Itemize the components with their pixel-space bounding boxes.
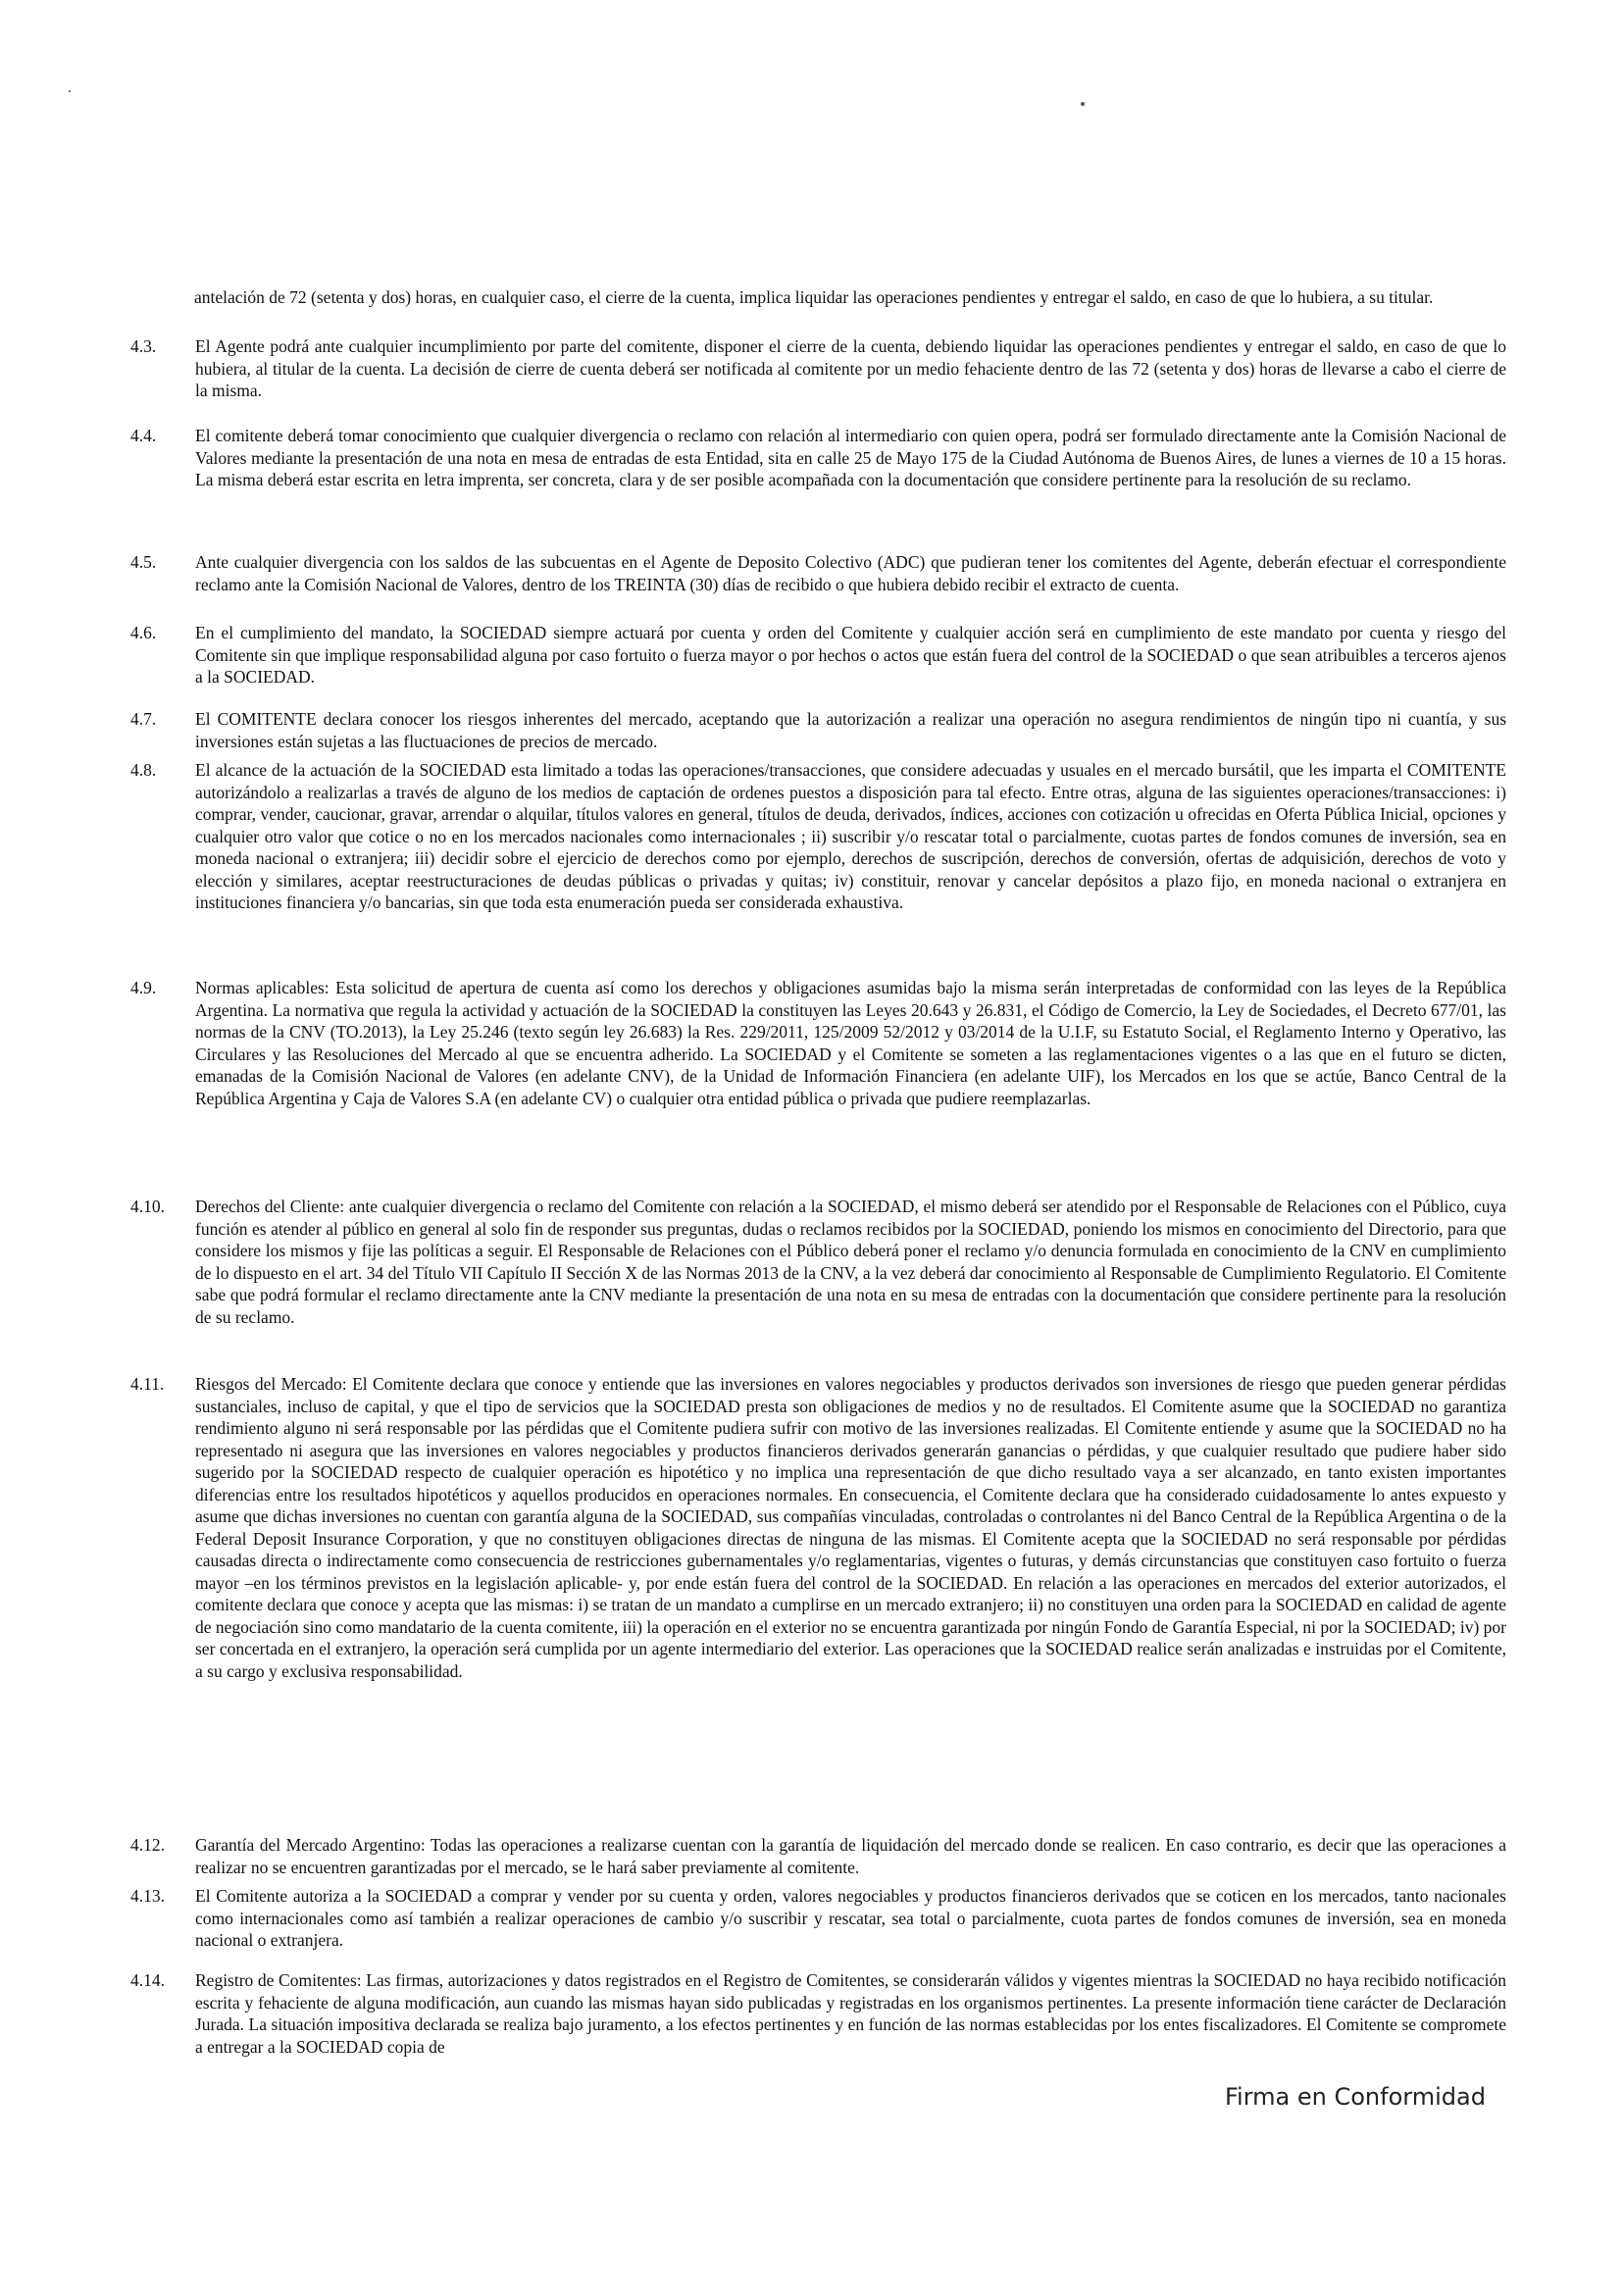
- clause-4-11: [130, 1373, 1506, 1682]
- clause-4-6: [130, 622, 1506, 688]
- clause-number: 4.12.: [130, 1835, 165, 1855]
- clause-text: Normas aplicables: Esta solicitud de apertura de cuenta así como los derechos y obligaciones asumidas bajo la misma serán interpretadas de conformidad con las leyes de la República Argentina. La normativa que regula la actividad y actuación de la SOCIEDAD la constituyen las Leyes 20.643 y 26.831, el Código de Comercio, la Ley de Sociedades, el Decreto 677/01, las normas de la CNV (TO.2013), la Ley 25.246 (texto según ley 26.683) la Res. 229/2011, 125/2009 52/2012 y 03/2014 de la U.I.F, su Estatuto Social, el Reglamento Interno y Operativo, las Circulares y las Resoluciones del Mercado al que se encuentra adherido. La SOCIEDAD y el Comitente se someten a las reglamentaciones vigentes o a las que en el futuro se dicten, emanadas de la Comisión Nacional de Valores (en adelante CNV), de la Unidad de Información Financiera (en adelante UIF), los Mercados en los que se actúe, Banco Central de la República Argentina y Caja de Valores S.A (en adelante CV) o cualquier otra entidad pública o privada que pudiere reemplazarlas.: [195, 978, 1506, 1108]
- clause-number: 4.13.: [130, 1886, 165, 1906]
- clause-number: 4.14.: [130, 1970, 165, 1990]
- clause-number: 4.7.: [130, 709, 157, 729]
- clause-text: Riesgos del Mercado: El Comitente declara que conoce y entiende que las inversiones en valores negociables y productos derivados son inversiones de riesgo que pueden generar pérdidas sustanciales, incluso de capital, y que el tipo de servicios que la SOCIEDAD presta son obligaciones de medios y no de resultados. El Comitente asume que la SOCIEDAD no garantiza rendimiento alguno ni será responsable por las pérdidas que el Comitente pudiera sufrir con motivo de las inversiones realizadas. El Comitente entiende y asume que la SOCIEDAD no ha representado ni asegura que las inversiones en valores negociables y productos financieros derivados generarán ganancias o pérdidas, y que cualquier resultado que pudiere haber sido sugerido por la SOCIEDAD respecto de cualquier operación es hipotético y no implica una representación de que dicho resultado vaya a ser alcanzado, en tanto existen importantes diferencias entre los resultados hipotéticos y aquellos producidos en operaciones normales. En consecuencia, el Comitente declara que ha considerado cuidadosamente lo antes expuesto y asume que dichas inversiones no cuentan con garantía alguna de la SOCIEDAD, sus compañías vinculadas, controladas o controlantes ni del Banco Central de la República Argentina o de la Federal Deposit Insurance Corporation, y que no constituyen obligaciones directas de ninguna de las mismas. El Comitente acepta que la SOCIEDAD no será responsable por pérdidas causadas directa o indirectamente como consecuencia de restricciones gubernamentales y/o reglamentarias, vigentes o futuras, y demás circunstancias que constituyen caso fortuito o fuerza mayor –en los términos previstos en la legislación aplicable- y, por ende están fuera del control de la SOCIEDAD. En relación a las operaciones en mercados del exterior autorizados, el comitente declara que conoce y acepta que las mismas: i) se tratan de un mandato a cumplirse en un mercado extranjero; ii) no constituyen una orden para la SOCIEDAD en calidad de agente de negociación sino como mandatario de la cuenta comitente, iii) la operación en el exterior no se encuentra garantizada por ningún Fondo de Garantía Especial, ni por la SOCIEDAD; iv) por ser concertada en el extranjero, la operación será cumplida por un agente intermediario del exterior. Las operaciones que la SOCIEDAD realice serán analizadas e instruidas por el Comitente, a su cargo y exclusiva responsabilidad.: [195, 1374, 1506, 1681]
- clause-text: Registro de Comitentes: Las firmas, autorizaciones y datos registrados en el Registro de Comitentes, se considerarán válidos y vigentes mientras la SOCIEDAD no haya recibido notificación escrita y fehaciente de alguna modificación, aun cuando las mismas hayan sido publicadas y registradas en los organismos pertinentes. La presente información tiene carácter de Declaración Jurada. La situación impositiva declarada se realiza bajo juramento, a los efectos pertinentes y en función de las normas establecidas por los entes fiscalizadores. El Comitente se compromete a entregar a la SOCIEDAD copia de: [195, 1970, 1506, 2057]
- clause-number: 4.8.: [130, 760, 157, 780]
- clause-text: El Comitente autoriza a la SOCIEDAD a comprar y vender por su cuenta y orden, valores negociables y productos financieros derivados que se coticen en los mercados, tanto nacionales como internacionales como así también a realizar operaciones de cambio y/o suscribir y rescatar, sea total o parcialmente, cuota partes de fondos comunes de inversión, sea en moneda nacional o extranjera.: [195, 1886, 1506, 1950]
- clause-text: El comitente deberá tomar conocimiento que cualquier divergencia o reclamo con relación al intermediario con quien opera, podrá ser formulado directamente ante la Comisión Nacional de Valores mediante la presentación de una nota en mesa de entradas de esta Entidad, sita en calle 25 de Mayo 175 de la Ciudad Autónoma de Buenos Aires, de lunes a viernes de 10 a 15 horas. La misma deberá estar escrita en letra imprenta, ser concreta, clara y de ser posible acompañada con la documentación que considere pertinente para la resolución de su reclamo.: [195, 426, 1506, 489]
- clause-number: 4.3.: [130, 336, 157, 356]
- clause-text: Derechos del Cliente: ante cualquier divergencia o reclamo del Comitente con relación a la SOCIEDAD, el mismo deberá ser atendido por el Responsable de Relaciones con el Público, cuya función es atender al público en general al solo fin de responder sus preguntas, dudas o reclamos recibidos por la SOCIEDAD, poniendo los mismos en conocimiento del Directorio, para que considere los mismos y fije las políticas a seguir. El Responsable de Relaciones con el Público deberá poner el reclamo y/o denuncia formulada en conocimiento de la CNV en cumplimiento de lo dispuesto en el art. 34 del Título VII Capítulo II Sección X de las Normas 2013 de la CNV, a la vez deberá dar conocimiento al Responsable de Cumplimiento Regulatorio. El Comitente sabe que podrá formular el reclamo directamente ante la CNV mediante la presentación de una nota en su mesa de entradas con la documentación que considere pertinente para la resolución de su reclamo.: [195, 1197, 1506, 1327]
- clause-text: El COMITENTE declara conocer los riesgos inherentes del mercado, aceptando que la autorización a realizar una operación no asegura rendimientos de ningún tipo ni cuantía, y sus inversiones están sujetas a las fluctuaciones de precios de mercado.: [195, 709, 1506, 751]
- clause-number: 4.6.: [130, 623, 157, 642]
- clause-4-13: [130, 1885, 1506, 1952]
- clause-number: 4.11.: [130, 1374, 165, 1394]
- clause-4-8: [130, 759, 1506, 914]
- clause-4-3: [130, 335, 1506, 402]
- continued-paragraph: antelación de 72 (setenta y dos) horas, en cualquier caso, el cierre de la cuenta, implica liquidar las operaciones pendientes y entregar el saldo, en caso de que lo hubiera, a su titular.: [194, 286, 1434, 307]
- clause-text: Ante cualquier divergencia con los saldos de las subcuentas en el Agente de Deposito Colectivo (ADC) que pudieran tener los comitentes del Agente, deberán efectuar el correspondiente reclamo ante la Comisión Nacional de Valores, dentro de los TREINTA (30) días de recibido o que hubiera debido recibir el extracto de cuenta.: [195, 552, 1506, 594]
- scan-speck: [1081, 102, 1085, 106]
- clause-text: El Agente podrá ante cualquier incumplimiento por parte del comitente, disponer el cierre de la cuenta, debiendo liquidar las operaciones pendientes y entregar el saldo, en caso de que lo hubiera, al titular de la cuenta. La decisión de cierre de cuenta deberá ser notificada al comitente por un medio fehaciente dentro de las 72 (setenta y dos) horas de llevarse a cabo el cierre de la misma.: [195, 336, 1506, 400]
- clause-4-5: [130, 551, 1506, 595]
- clause-text: En el cumplimiento del mandato, la SOCIEDAD siempre actuará por cuenta y orden del Comitente y cualquier acción será en cumplimiento de este mandato por cuenta y riesgo del Comitente sin que implique responsabilidad alguna por caso fortuito o fuerza mayor o por hechos o actos que están fuera del control de la SOCIEDAD o que sean atribuibles a terceros ajenos a la SOCIEDAD.: [195, 623, 1506, 687]
- clause-4-10: [130, 1196, 1506, 1328]
- scan-speck: [69, 90, 71, 92]
- clause-number: 4.4.: [130, 426, 157, 445]
- clause-4-9: [130, 977, 1506, 1109]
- clause-number: 4.9.: [130, 978, 157, 997]
- clause-4-4: [130, 425, 1506, 491]
- clause-text: El alcance de la actuación de la SOCIEDAD esta limitado a todas las operaciones/transacciones, que considere adecuadas y usuales en el mercado bursátil, que les imparta el COMITENTE autorizándolo a realizarlas a través de alguno de los medios de captación de ordenes puestos a disposición para tal efecto. Entre otras, alguna de las siguientes operaciones/transacciones: i) comprar, vender, caucionar, gravar, arrendar o alquilar, títulos valores en general, títulos de deuda, derivados, índices, acciones con cotización u ofrecidas en Oferta Pública Inicial, opciones y cualquier otro valor que cotice o no en los mercados nacionales como internacionales ; ii) suscribir y/o rescatar total o parcialmente, cuotas partes de fondos comunes de inversión, sea en moneda nacional o extranjera; iii) decidir sobre el ejercicio de derechos como por ejemplo, derechos de suscripción, derechos de conversión, ofertas de adquisición, derechos de voto y elección y similares, aceptar reestructuraciones de deudas públicas o privadas y quitas; iv) constituir, renovar y cancelar depósitos a plazo fijo, en moneda nacional o extranjera en instituciones financiera y/o bancarias, sin que toda esta enumeración pueda ser considerada exhaustiva.: [195, 760, 1506, 912]
- clause-4-12: [130, 1834, 1506, 1878]
- clause-text: Garantía del Mercado Argentino: Todas las operaciones a realizarse cuentan con la garantía de liquidación del mercado donde se realicen. En caso contrario, es decir que las operaciones a realizar no se encuentren garantizadas por el mercado, se le hará saber previamente al comitente.: [195, 1835, 1506, 1877]
- signature-label: Firma en Conformidad: [1225, 2083, 1486, 2111]
- clause-4-7: [130, 708, 1506, 752]
- clause-4-14: [130, 1969, 1506, 2058]
- clause-number: 4.5.: [130, 552, 157, 572]
- clause-number: 4.10.: [130, 1197, 165, 1216]
